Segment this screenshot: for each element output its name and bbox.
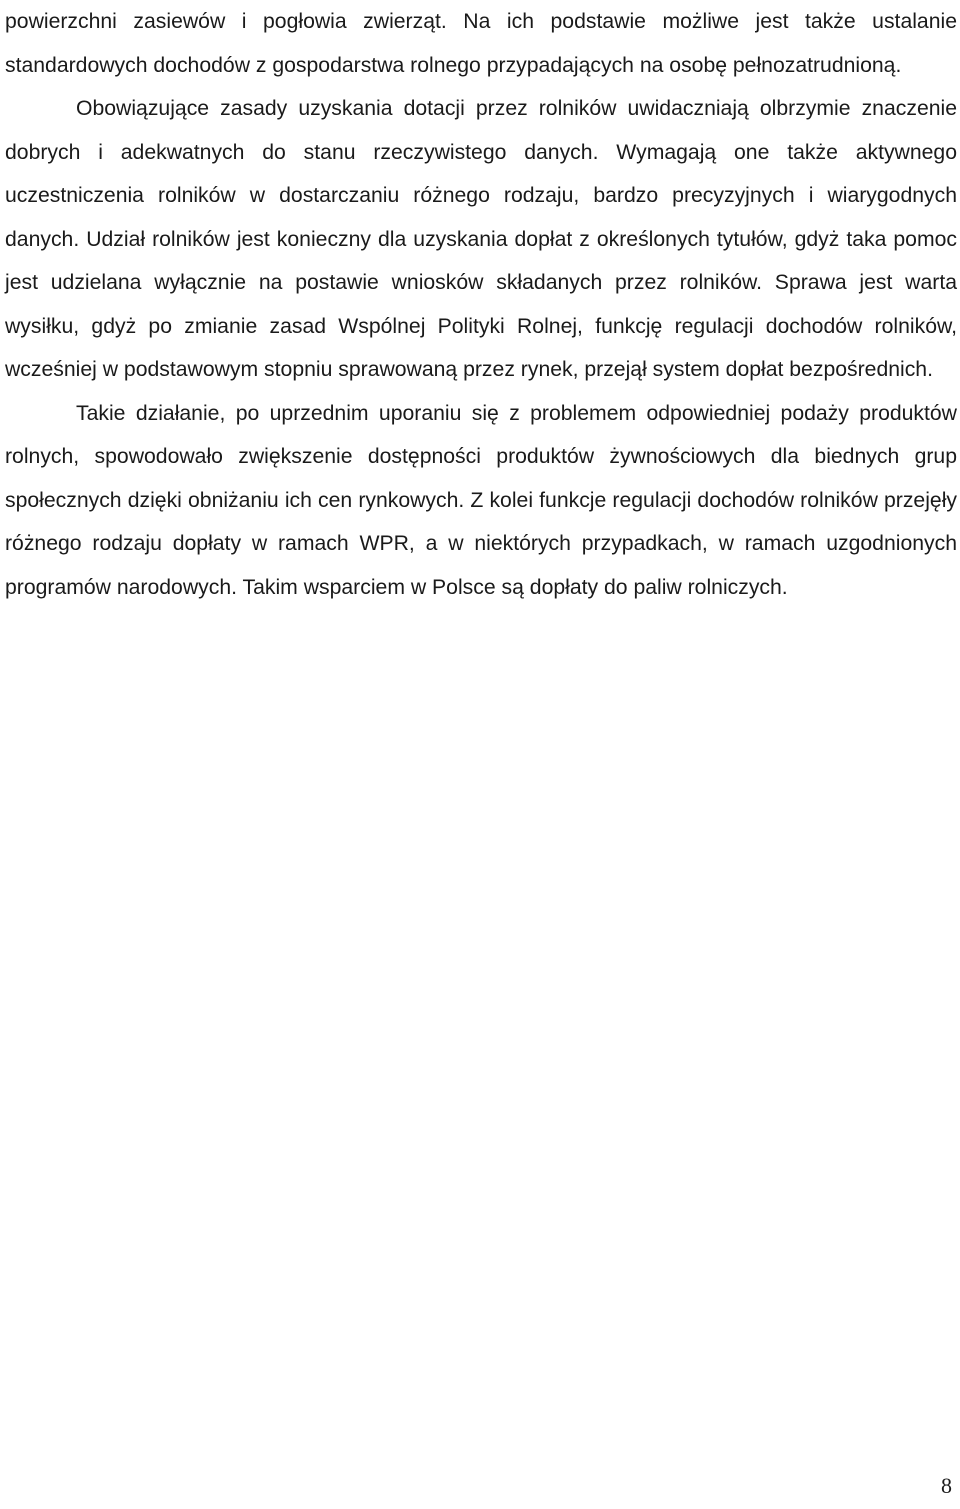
document-body	[5, 0, 957, 609]
paragraph-subsidy-rules: Obowiązujące zasady uzyskania dotacji przez rolników uwidaczniają olbrzymie znaczenie dobrych i adekwatnych do stanu rzeczywistego danych. Wymagają one także aktywnego uczestniczenia rolników w dostarczaniu różnego rodzaju, bardzo precyzyjnych i wiarygodnych danych. Udział rolników jest konieczny dla uzyskania dopłat z określonych tytułów, gdyż taka pomoc jest udzielana wyłącznie na postawie wniosków składanych przez rolników. Sprawa jest warta wysiłku, gdyż po zmianie zasad Wspólnej Polityki Rolnej, funkcję regulacji dochodów rolników, wcześniej w podstawowym stopniu sprawowaną przez rynek, przejął system dopłat bezpośrednich.	[5, 97, 957, 381]
paragraph-income-regulation: Takie działanie, po uprzednim uporaniu się z problemem odpowiedniej podaży produktów rolnych, spowodowało zwiększenie dostępności produktów żywnościowych dla biednych grup społecznych dzięki obniżaniu ich cen rynkowych. Z kolei funkcje regulacji dochodów rolników przejęły różnego rodzaju dopłaty w ramach WPR, a w niektórych przypadkach, w ramach uzgodnionych programów narodowych. Takim wsparciem w Polsce są dopłaty do paliw rolniczych.	[5, 401, 957, 599]
page-number: 8	[941, 1473, 952, 1498]
paragraph-continuation: powierzchni zasiewów i pogłowia zwierząt. Na ich podstawie możliwe jest także ustalanie standardowych dochodów z gospodarstwa rolnego przypadających na osobę pełnozatrudnioną.	[5, 10, 957, 77]
